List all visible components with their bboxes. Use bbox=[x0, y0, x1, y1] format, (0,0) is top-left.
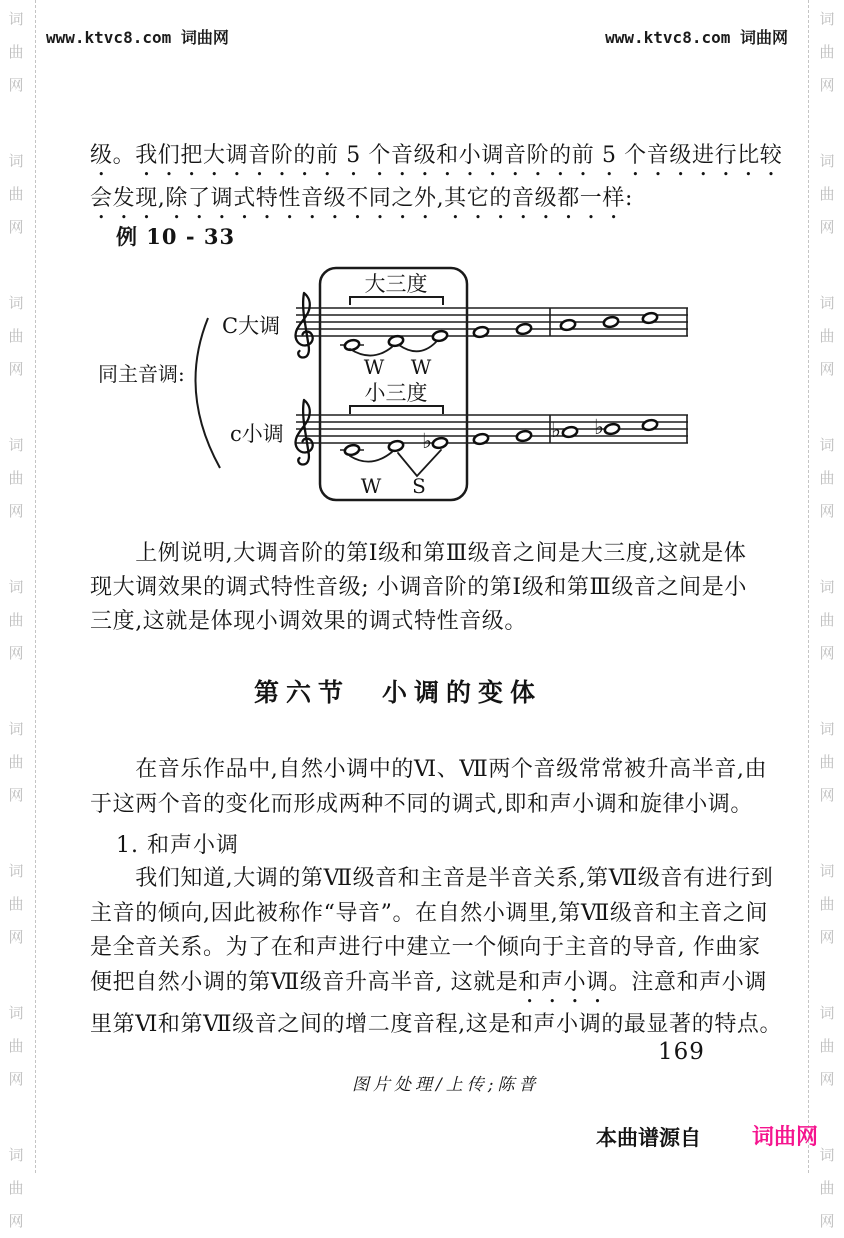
side-watermark-char: 网 bbox=[8, 1070, 24, 1088]
side-watermark-char: 词 bbox=[819, 436, 835, 454]
side-watermark-char: 曲 bbox=[8, 327, 24, 345]
staff-label-c-major: C大调 bbox=[222, 314, 281, 338]
side-watermark-char: 曲 bbox=[8, 1037, 24, 1055]
left-dashed-border bbox=[35, 0, 36, 1173]
flat-sign-bb: ♭ bbox=[594, 415, 604, 439]
text-line: 上例说明,大调音阶的第Ⅰ级和第Ⅲ级音之间是大三度,这就是体 bbox=[90, 541, 747, 566]
side-watermark-char: 曲 bbox=[819, 753, 835, 771]
side-watermark-char: 词 bbox=[8, 294, 24, 312]
text-line: 于这两个音的变化而形成两种不同的调式,即和声小调和旋律小调。 bbox=[90, 792, 753, 817]
side-watermark-char: 曲 bbox=[8, 185, 24, 203]
text-segment: 便把自然小调的第Ⅶ级音升高半音, 这就是 bbox=[90, 969, 519, 995]
paragraph-scale-comparison bbox=[90, 138, 783, 224]
image-credit-line: 图片处理/上传;陈普 bbox=[352, 1075, 540, 1095]
side-watermark-char: 词 bbox=[8, 1146, 24, 1164]
text-line bbox=[90, 181, 780, 224]
upper-step-label-1: W bbox=[363, 355, 385, 379]
side-watermark-char: 词 bbox=[819, 294, 835, 312]
text-line bbox=[90, 862, 780, 897]
minor-third-label: 小三度 bbox=[364, 381, 428, 405]
side-watermark-char: 词 bbox=[8, 1004, 24, 1022]
text-line bbox=[90, 897, 780, 932]
section-heading: 第六节 小调的变体 bbox=[253, 678, 542, 707]
side-watermark-char: 网 bbox=[8, 786, 24, 804]
side-watermark-char: 曲 bbox=[819, 327, 835, 345]
side-watermark-char: 曲 bbox=[8, 1179, 24, 1197]
side-watermark-char: 词 bbox=[819, 1146, 835, 1164]
side-watermark-char: 词 bbox=[8, 10, 24, 28]
text-segment: 是全音关系。为了在和声进行中建立一个倾向于主音的导音, 作曲家 bbox=[90, 935, 761, 960]
lower-staff bbox=[296, 400, 688, 498]
side-watermark-char: 曲 bbox=[819, 43, 835, 61]
source-attribution-text: 本曲谱源自 bbox=[596, 1126, 701, 1150]
right-dashed-border bbox=[808, 0, 809, 1173]
upper-interval-bracket bbox=[350, 297, 443, 305]
lower-notes bbox=[344, 419, 658, 457]
side-watermark-char: 网 bbox=[8, 218, 24, 236]
side-watermark-char: 词 bbox=[8, 862, 24, 880]
side-watermark-char: 网 bbox=[819, 502, 835, 520]
music-example-10-33 bbox=[80, 256, 704, 508]
side-watermark-char: 网 bbox=[819, 360, 835, 378]
side-watermark-char: 曲 bbox=[819, 469, 835, 487]
upper-staff bbox=[296, 293, 688, 379]
text-segment: 主音的倾向,因此被称作“导音”。在自然小调里,第Ⅶ级音和主音之间 bbox=[90, 900, 769, 926]
semitone-v-connector bbox=[398, 450, 441, 476]
text-line bbox=[90, 931, 780, 966]
side-watermark-char: 词 bbox=[819, 862, 835, 880]
side-watermark-char: 网 bbox=[819, 218, 835, 236]
tonic-group-brace bbox=[196, 318, 221, 468]
flat-sign-ab: ♭ bbox=[551, 418, 561, 442]
emphasized-text: 会发现,除了调式特性音级不同之外,其它的音级都一样 bbox=[90, 186, 625, 211]
side-watermark-char: 曲 bbox=[8, 611, 24, 629]
text-segment: : bbox=[625, 186, 634, 211]
side-watermark-char: 网 bbox=[8, 928, 24, 946]
side-watermark-char: 网 bbox=[819, 644, 835, 662]
top-left-watermark: www.ktvc8.com 词曲网 bbox=[46, 28, 229, 47]
text-line bbox=[90, 138, 783, 181]
side-watermark-char: 词 bbox=[819, 10, 835, 28]
subheading-harmonic-minor: 1. 和声小调 bbox=[116, 833, 239, 858]
text-line: 三度,这就是体现小调效果的调式特性音级。 bbox=[90, 609, 527, 634]
paragraph-example-explanation bbox=[90, 537, 780, 639]
text-line bbox=[90, 1008, 783, 1043]
side-watermark-char: 曲 bbox=[819, 1179, 835, 1197]
side-watermark-char: 词 bbox=[8, 720, 24, 738]
lower-interval-bracket bbox=[350, 406, 443, 414]
flat-sign-eb: ♭ bbox=[422, 429, 432, 453]
side-watermark-char: 网 bbox=[8, 644, 24, 662]
upper-step-label-2: W bbox=[410, 355, 432, 379]
side-watermark-char: 词 bbox=[8, 152, 24, 170]
side-watermark-char: 词 bbox=[8, 578, 24, 596]
paragraph-harmonic-minor bbox=[90, 862, 783, 1042]
treble-clef-icon bbox=[296, 293, 313, 358]
text-line: 在音乐作品中,自然小调中的Ⅵ、Ⅶ两个音级常常被升高半音,由 bbox=[90, 757, 768, 782]
side-watermark-char: 曲 bbox=[8, 469, 24, 487]
side-watermark-char: 网 bbox=[8, 502, 24, 520]
source-brand-name: 词曲网 bbox=[752, 1125, 819, 1150]
side-watermark-char: 网 bbox=[8, 360, 24, 378]
side-watermark-char: 网 bbox=[819, 76, 835, 94]
treble-clef-icon bbox=[296, 400, 313, 465]
left-side-watermark-column bbox=[5, 3, 27, 1238]
side-watermark-char: 曲 bbox=[819, 185, 835, 203]
lower-step-label-2: S bbox=[412, 474, 426, 498]
text-line: 现大调效果的调式特性音级; 小调音阶的第Ⅰ级和第Ⅲ级音之间是小 bbox=[90, 575, 747, 600]
upper-notes bbox=[344, 312, 658, 352]
side-watermark-char: 词 bbox=[819, 578, 835, 596]
page-number: 169 bbox=[658, 1039, 705, 1065]
text-segment: 我们知道,大调的第Ⅶ级音和主音是半音关系,第Ⅶ级音有进行到 bbox=[90, 866, 774, 891]
emphasized-text: 和声小调 bbox=[518, 969, 609, 995]
side-watermark-char: 曲 bbox=[819, 895, 835, 913]
top-right-watermark: www.ktvc8.com 词曲网 bbox=[605, 28, 788, 47]
side-watermark-char: 网 bbox=[819, 1070, 835, 1088]
side-watermark-char: 曲 bbox=[819, 611, 835, 629]
right-side-watermark-column bbox=[816, 3, 838, 1238]
side-watermark-char: 网 bbox=[819, 786, 835, 804]
example-number-label: 例 10 - 33 bbox=[116, 224, 236, 249]
side-watermark-char: 词 bbox=[819, 1004, 835, 1022]
major-third-label: 大三度 bbox=[364, 272, 428, 296]
side-watermark-char: 曲 bbox=[8, 43, 24, 61]
group-label: 同主音调: bbox=[98, 362, 185, 386]
side-watermark-char: 曲 bbox=[8, 753, 24, 771]
side-watermark-char: 曲 bbox=[8, 895, 24, 913]
staff-label-c-minor: c小调 bbox=[230, 422, 284, 446]
side-watermark-char: 词 bbox=[819, 152, 835, 170]
side-watermark-char: 词 bbox=[8, 436, 24, 454]
lower-step-label-1: W bbox=[360, 474, 382, 498]
emphasized-text: 级。我们把大调音阶的前 5 个音级和小调音阶的前 5 个音级进行比较 bbox=[90, 143, 783, 168]
side-watermark-char: 曲 bbox=[819, 1037, 835, 1055]
text-line bbox=[90, 966, 780, 1008]
side-watermark-char: 网 bbox=[8, 1212, 24, 1230]
side-watermark-char: 网 bbox=[819, 1212, 835, 1230]
side-watermark-char: 网 bbox=[819, 928, 835, 946]
side-watermark-char: 网 bbox=[8, 76, 24, 94]
text-segment: 里第Ⅵ和第Ⅶ级音之间的增二度音程,这是和声小调的最显著的特点。 bbox=[90, 1011, 783, 1037]
side-watermark-char: 词 bbox=[819, 720, 835, 738]
paragraph-minor-variants-intro bbox=[90, 752, 780, 822]
text-segment: 。注意和声小调 bbox=[608, 969, 767, 995]
